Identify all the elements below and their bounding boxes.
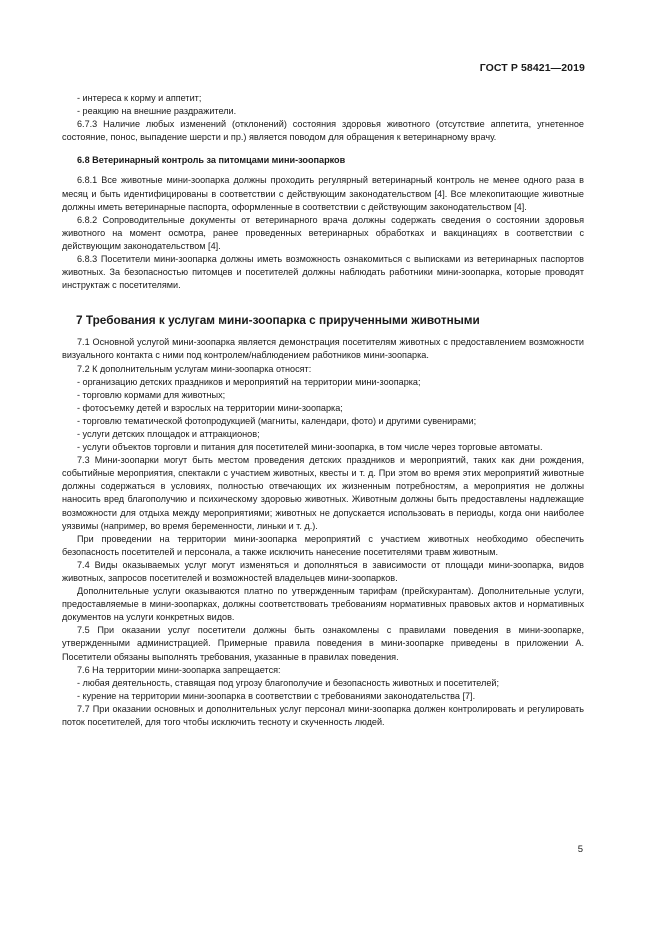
page-number: 5 — [577, 844, 583, 855]
paragraph: 7.2 К дополнительным услугам мини-зоопарка относят: — [77, 363, 312, 374]
paragraph: - фотосъемку детей и взрослых на территории мини-зоопарка; — [77, 402, 343, 413]
paragraph: 7.6 На территории мини-зоопарка запрещается: — [77, 664, 281, 675]
paragraph: - реакцию на внешние раздражители. — [77, 106, 237, 117]
paragraph: Дополнительные услуги оказываются платно по утвержденным тарифам (прейскурантам). Дополнительные услуги, предоставляемые в мини-зоопарках, должны соответствовать требованиям нормативных правовых актов и нормативных документов на услуги конкретных видов. — [62, 586, 584, 623]
paragraph: 7.1 Основной услугой мини-зоопарка является демонстрация посетителям животных с предоставлением возможности визуального контакта с ними под контролем/наблюдением работников мини-зоопарка. — [62, 337, 584, 361]
paragraph: 6.7.3 Наличие любых изменений (отклонений) состояния здоровья животного (отсутствие аппетита, угнетенное состояние, понос, выпадение шерсти и пр.) является поводом для обращения к ветеринарному врачу. — [62, 119, 584, 143]
paragraph: 7.7 При оказании основных и дополнительных услуг персонал мини-зоопарка должен контролировать и регулировать поток посетителей, для того чтобы исключить тесноту и скученность людей. — [62, 703, 584, 728]
paragraph: - организацию детских праздников и мероприятий на территории мини-зоопарка; — [77, 376, 421, 387]
paragraph: - курение на территории мини-зоопарка в соответствии с требованиями законодательства [7]. — [77, 690, 476, 701]
section-heading: 7 Требования к услугам мини-зоопарка с прирученными животными — [76, 313, 480, 328]
paragraph: 7.3 Мини-зоопарки могут быть местом проведения детских праздников и мероприятий, таких как дни рождения, событийные мероприятия, спектакли с участием животных, квесты и т. д. При этом во время этих мероприятий животные должны содержаться в условиях, полностью отвечающих их жизненным потребностям, а мероприятия не должны наносить вред благополучию и психическому здоровью животных. Животным должны быть предоставлены надлежащие возможности для отдыха между мероприятиями; животных не допускается использовать в периоды, когда они наиболее уязвимы (например, во время беременности, линьки и т. д.). — [62, 455, 584, 531]
paragraph: - интереса к корму и аппетит; — [77, 93, 202, 103]
paragraph: 6.8.1 Все животные мини-зоопарка должны проходить регулярный ветеринарный контроль не менее одного раза в месяц и быть идентифицированы в соответствии с действующим законодательством [4]. Все млекопитающие животные должны иметь ветеринарные паспорта, оформленные в соответствии с действующим законодательством [4]. — [62, 175, 584, 212]
paragraph: - торговлю тематической фотопродукцией (магниты, календари, фото) и другими сувенирами; — [77, 415, 477, 426]
paragraph: 6.8.2 Сопроводительные документы от ветеринарного врача должны содержать сведения о состоянии здоровья животного на момент осмотра, ранее проведенных ветеринарных обработках и вакцинациях в соответствии с действующим законодательством [4]. — [62, 214, 584, 251]
paragraph: При проведении на территории мини-зоопарка мероприятий с участием животных необходимо обеспечить безопасность посетителей и персонала, а также исключить нанесение посетителями травм животным. — [62, 533, 584, 557]
document-body — [62, 92, 584, 729]
document-header: ГОСТ Р 58421—2019 — [479, 62, 585, 74]
paragraph: - торговлю кормами для животных; — [77, 389, 226, 400]
paragraph: 6.8.3 Посетители мини-зоопарка должны иметь возможность ознакомиться с выписками из ветеринарных паспортов животных. За безопасностью питомцев и посетителей должны наблюдать работники мини-зоопарка, которые проводят инструктаж с посетителями. — [62, 254, 584, 291]
paragraph: - услуги объектов торговли и питания для посетителей мини-зоопарка, в том числе через торговые автоматы. — [77, 442, 543, 453]
subsection-heading: 6.8 Ветеринарный контроль за питомцами мини-зоопарков — [77, 155, 346, 166]
paragraph: - любая деятельность, ставящая под угрозу благополучие и безопасность животных и посетителей; — [77, 677, 499, 688]
paragraph: 7.4 Виды оказываемых услуг могут изменяться и дополняться в зависимости от площади мини-зоопарка, видов животных, запросов посетителей и возможностей владельцев мини-зоопарков. — [62, 559, 584, 583]
paragraph: - услуги детских площадок и аттракционов; — [77, 428, 260, 439]
paragraph: 7.5 При оказании услуг посетители должны быть ознакомлены с правилами поведения в мини-зоопарке, утвержденными администрацией. Примерные правила поведения в мини-зоопарке приведены в приложении А. Посетители обязаны выполнять требования, указанные в правилах поведения. — [62, 625, 584, 662]
